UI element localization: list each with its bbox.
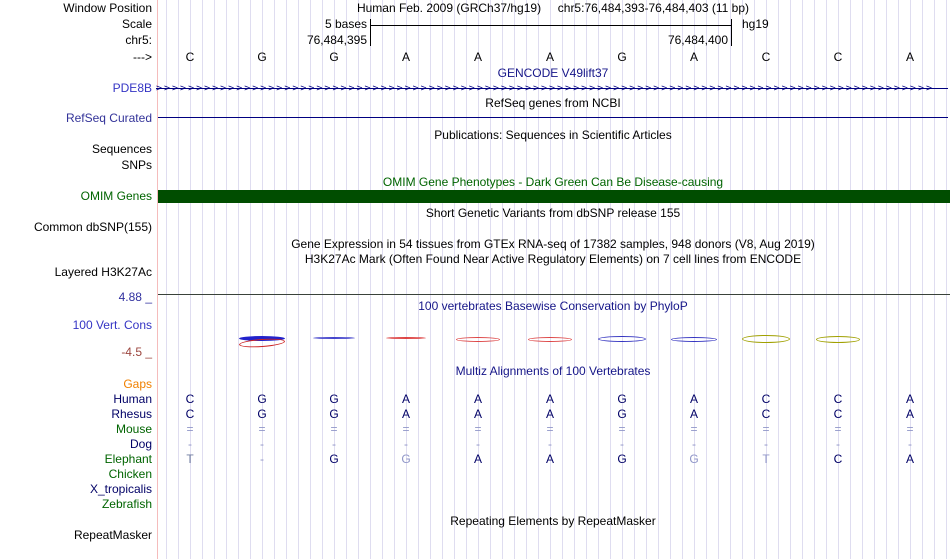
- conservation-mark: [313, 337, 355, 339]
- pde8b-gene-strand-arrows[interactable]: >>>>>>>>>>>>>>>>>>>>>>>>>>>>>>>>>>>>>>>>>>>>>>>>>>>>>>>>>>>>>>>>>>>>>>>>>>>>>>>>>>>>>>>>>>>>>>>>>: [156, 82, 948, 95]
- alignment-base-mouse: =: [690, 422, 698, 436]
- species-label-elephant[interactable]: Elephant: [104, 452, 152, 466]
- assembly-title: Human Feb. 2009 (GRCh37/hg19): [356, 1, 542, 15]
- alignment-base-dog: -: [692, 437, 696, 451]
- scale-bar-right-tick: [731, 19, 732, 46]
- refseq-curated-label[interactable]: RefSeq Curated: [65, 111, 152, 125]
- repeatmasker-track-title[interactable]: Repeating Elements by RepeatMasker: [450, 514, 656, 528]
- window-position-label: Window Position: [63, 1, 152, 15]
- base-letter: C: [761, 50, 771, 64]
- repeatmasker-label[interactable]: RepeatMasker: [73, 528, 152, 542]
- alignment-base-rhesus: A: [905, 407, 915, 421]
- snps-label[interactable]: SNPs: [121, 158, 152, 172]
- alignment-base-dog: -: [188, 437, 192, 451]
- dbsnp-track-title[interactable]: Short Genetic Variants from dbSNP release 155: [425, 206, 681, 220]
- publications-track-title[interactable]: Publications: Sequences in Scientific Articles: [434, 128, 672, 142]
- base-letter: A: [545, 50, 555, 64]
- species-label-gaps[interactable]: Gaps: [123, 377, 152, 391]
- base-letter: A: [905, 50, 915, 64]
- conservation-mark: [598, 336, 646, 342]
- alignment-base-human: G: [257, 392, 267, 406]
- conservation-mark: [816, 336, 860, 343]
- alignment-base-elephant: T: [762, 452, 770, 466]
- scale-value: 5 bases: [324, 17, 367, 31]
- phylop-track-top-border: [158, 294, 950, 295]
- alignment-base-dog: -: [764, 437, 768, 451]
- phylop-axis-min: -4.5 _: [121, 345, 152, 359]
- alignment-base-elephant: G: [689, 452, 699, 466]
- alignment-base-dog: -: [260, 437, 264, 451]
- alignment-base-rhesus: A: [473, 407, 483, 421]
- alignment-base-rhesus: A: [545, 407, 555, 421]
- alignment-base-dog: -: [332, 437, 336, 451]
- strand-direction-label: --->: [133, 50, 152, 64]
- base-letter: C: [833, 50, 843, 64]
- alignment-base-mouse: =: [474, 422, 482, 436]
- omim-gene-feature-bar[interactable]: [158, 190, 950, 203]
- ruler-tick-right-label: 76,484,400: [667, 33, 728, 47]
- alignment-base-human: C: [185, 392, 195, 406]
- conservation-mark: [456, 337, 500, 342]
- alignment-base-elephant: G: [401, 452, 411, 466]
- alignment-base-human: A: [473, 392, 483, 406]
- chrom-label: chr5:: [125, 33, 152, 47]
- alignment-base-human: G: [617, 392, 627, 406]
- scale-bar: [370, 25, 731, 26]
- refseq-track-title[interactable]: RefSeq genes from NCBI: [485, 96, 621, 110]
- alignment-base-human: A: [689, 392, 699, 406]
- alignment-base-elephant: C: [833, 452, 843, 466]
- alignment-base-rhesus: C: [185, 407, 195, 421]
- conservation-mark: [386, 337, 426, 339]
- alignment-base-elephant: T: [186, 452, 194, 466]
- alignment-base-elephant: G: [617, 452, 627, 466]
- species-label-human[interactable]: Human: [113, 392, 152, 406]
- alignment-base-dog: -: [836, 437, 840, 451]
- alignment-base-mouse: =: [402, 422, 410, 436]
- gtex-track-title[interactable]: Gene Expression in 54 tissues from GTEx RNA-seq of 17382 samples, 948 donors (V8, Aug 2019): [291, 237, 815, 251]
- alignment-base-mouse: =: [546, 422, 554, 436]
- alignment-base-elephant: A: [905, 452, 915, 466]
- base-letter: A: [473, 50, 483, 64]
- layered-h3k27ac-label[interactable]: Layered H3K27Ac: [54, 265, 152, 279]
- sequences-label[interactable]: Sequences: [91, 142, 152, 156]
- conservation-mark: [528, 337, 572, 342]
- ruler-tick-left-label: 76,484,395: [306, 33, 367, 47]
- alignment-base-mouse: =: [618, 422, 626, 436]
- range-title: chr5:76,484,393-76,484,403 (11 bp): [557, 1, 750, 15]
- alignment-base-mouse: =: [906, 422, 914, 436]
- base-letter: A: [401, 50, 411, 64]
- alignment-base-human: C: [761, 392, 771, 406]
- alignment-base-elephant: A: [545, 452, 555, 466]
- alignment-base-mouse: =: [186, 422, 194, 436]
- assembly-short-label: hg19: [742, 17, 769, 31]
- species-label-rhesus[interactable]: Rhesus: [111, 407, 152, 421]
- base-letter: G: [617, 50, 627, 64]
- alignment-base-mouse: =: [834, 422, 842, 436]
- gene-label-pde8b[interactable]: PDE8B: [112, 81, 152, 95]
- alignment-base-dog: -: [908, 437, 912, 451]
- alignment-base-elephant: -: [260, 452, 264, 466]
- base-letter: G: [257, 50, 267, 64]
- base-letter: C: [185, 50, 195, 64]
- alignment-base-dog: -: [548, 437, 552, 451]
- alignment-base-human: A: [545, 392, 555, 406]
- alignment-base-elephant: G: [329, 452, 339, 466]
- alignment-base-rhesus: G: [257, 407, 267, 421]
- alignment-base-human: G: [329, 392, 339, 406]
- alignment-base-elephant: A: [473, 452, 483, 466]
- species-label-mouse[interactable]: Mouse: [115, 422, 152, 436]
- window-position-value: [158, 2, 948, 15]
- alignment-base-human: A: [401, 392, 411, 406]
- alignment-base-rhesus: G: [329, 407, 339, 421]
- conservation-mark: [671, 337, 717, 342]
- phylop-track-title[interactable]: 100 vertebrates Basewise Conservation by PhyloP: [418, 299, 688, 313]
- alignment-base-human: C: [833, 392, 843, 406]
- omim-genes-label[interactable]: OMIM Genes: [80, 189, 152, 203]
- scale-bar-left-tick: [370, 19, 371, 46]
- base-letter: A: [689, 50, 699, 64]
- species-label-zebrafish[interactable]: Zebrafish: [101, 497, 152, 511]
- species-label-chicken[interactable]: Chicken: [108, 467, 152, 481]
- scale-label: Scale: [121, 17, 152, 31]
- refseq-gene-feature-line[interactable]: [158, 117, 948, 118]
- vert-cons-label[interactable]: 100 Vert. Cons: [72, 318, 152, 332]
- phylop-axis-max: 4.88 _: [118, 290, 152, 304]
- gencode-track-title[interactable]: GENCODE V49lift37: [497, 66, 609, 80]
- alignment-base-dog: -: [404, 437, 408, 451]
- alignment-base-mouse: =: [330, 422, 338, 436]
- species-label-x_tropicalis[interactable]: X_tropicalis: [89, 482, 152, 496]
- alignment-base-dog: -: [476, 437, 480, 451]
- h3k27ac-track-title[interactable]: H3K27Ac Mark (Often Found Near Active Regulatory Elements) on 7 cell lines from ENCODE: [304, 252, 802, 266]
- omim-track-title[interactable]: OMIM Gene Phenotypes - Dark Green Can Be Disease-causing: [382, 175, 724, 189]
- alignment-base-mouse: =: [762, 422, 770, 436]
- alignment-base-rhesus: C: [833, 407, 843, 421]
- alignment-base-rhesus: A: [401, 407, 411, 421]
- alignment-base-rhesus: C: [761, 407, 771, 421]
- alignment-base-rhesus: A: [689, 407, 699, 421]
- alignment-base-dog: -: [620, 437, 624, 451]
- conservation-mark: [742, 335, 790, 343]
- multiz-track-title[interactable]: Multiz Alignments of 100 Vertebrates: [455, 364, 651, 378]
- alignment-base-mouse: =: [258, 422, 266, 436]
- species-label-dog[interactable]: Dog: [129, 437, 152, 451]
- base-letter: G: [329, 50, 339, 64]
- alignment-base-rhesus: G: [617, 407, 627, 421]
- alignment-base-human: A: [905, 392, 915, 406]
- common-dbsnp-label[interactable]: Common dbSNP(155): [33, 220, 152, 234]
